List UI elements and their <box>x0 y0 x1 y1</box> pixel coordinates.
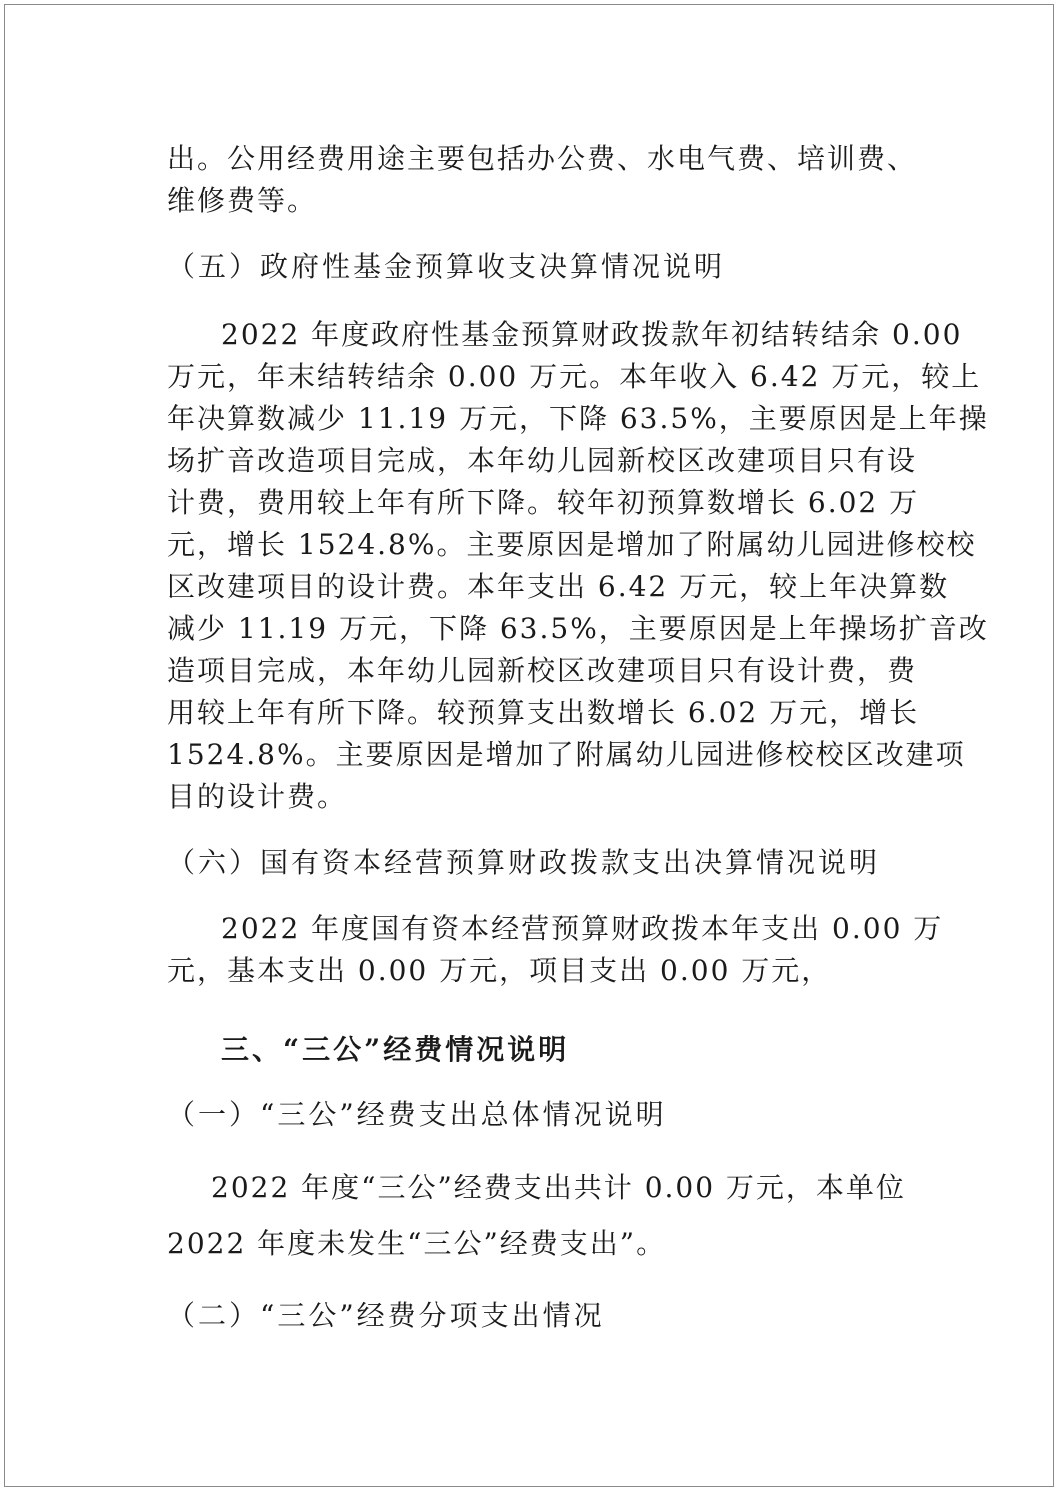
paragraph-line: 2022 年度“三公”经费支出共计 0.00 万元，本单位 <box>211 1171 906 1204</box>
section-heading-5: （五）政府性基金预算收支决算情况说明 <box>167 250 726 283</box>
paragraph-line: 减少 11.19 万元，下降 63.5%，主要原因是上年操场扩音改 <box>167 612 989 645</box>
subsection-heading-1: （一）“三公”经费支出总体情况说明 <box>167 1098 667 1131</box>
paragraph-line: 元，增长 1524.8%。主要原因是增加了附属幼儿园进修校校 <box>167 528 977 561</box>
part-heading-3: 三、“三公”经费情况说明 <box>221 1033 570 1066</box>
paragraph-line: 万元，年末结转结余 0.00 万元。本年收入 6.42 万元，较上 <box>167 360 982 393</box>
paragraph-line: 元，基本支出 0.00 万元，项目支出 0.00 万元， <box>167 954 832 987</box>
subsection-heading-2: （二）“三公”经费分项支出情况 <box>167 1299 605 1332</box>
paragraph-line: 造项目完成，本年幼儿园新校区改建项目只有设计费，费 <box>167 654 918 687</box>
paragraph-line: 出。公用经费用途主要包括办公费、水电气费、培训费、 <box>167 142 918 175</box>
paragraph-line: 目的设计费。 <box>167 780 348 813</box>
paragraph-line: 2022 年度国有资本经营预算财政拨本年支出 0.00 万 <box>221 912 944 945</box>
section-heading-6: （六）国有资本经营预算财政拨款支出决算情况说明 <box>167 846 881 879</box>
paragraph-line: 2022 年度未发生“三公”经费支出”。 <box>167 1227 667 1260</box>
paragraph-line: 计费，费用较上年有所下降。较年初预算数增长 6.02 万 <box>167 486 920 519</box>
paragraph-line: 区改建项目的设计费。本年支出 6.42 万元，较上年决算数 <box>167 570 950 603</box>
paragraph-line: 场扩音改造项目完成，本年幼儿园新校区改建项目只有设 <box>167 444 918 477</box>
paragraph-line: 1524.8%。主要原因是增加了附属幼儿园进修校校区改建项 <box>167 738 966 771</box>
paragraph-line: 年决算数减少 11.19 万元，下降 63.5%，主要原因是上年操 <box>167 402 989 435</box>
paragraph-line: 维修费等。 <box>167 184 318 217</box>
paragraph-line: 2022 年度政府性基金预算财政拨款年初结转结余 0.00 <box>221 318 963 351</box>
document-page <box>4 4 1054 1487</box>
paragraph-line: 用较上年有所下降。较预算支出数增长 6.02 万元，增长 <box>167 696 920 729</box>
